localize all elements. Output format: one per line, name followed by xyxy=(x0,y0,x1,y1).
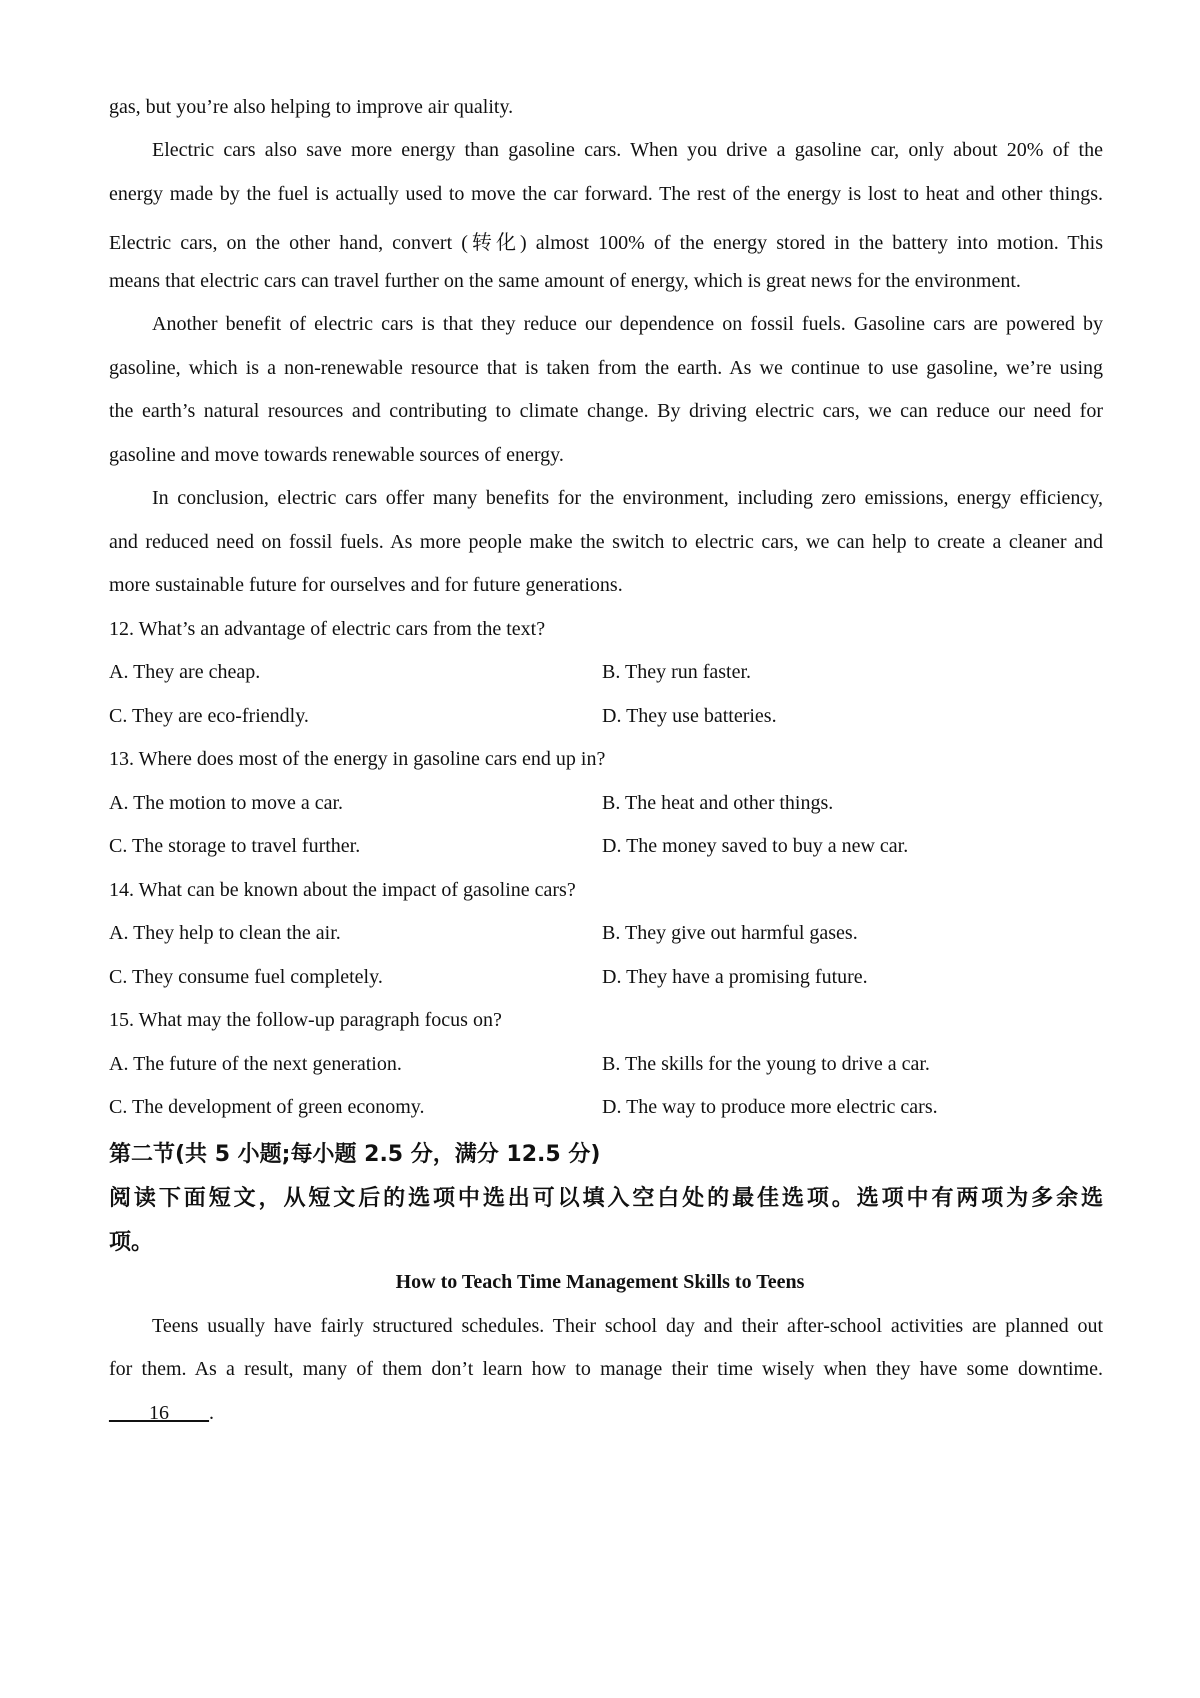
passage-line: Electric cars, on the other hand, convert (转化) almost 100% of the energy stored in the battery into motion. This xyxy=(109,232,1103,254)
question-stem-14: 14. What can be known about the impact of gasoline cars? xyxy=(109,879,576,901)
passage-line: means that electric cars can travel further on the same amount of energy, which is great news for the environment. xyxy=(109,270,1021,292)
passage-title: How to Teach Time Management Skills to Teens xyxy=(395,1271,805,1293)
question-13-option-c[interactable]: C. The storage to travel further. xyxy=(109,835,361,857)
passage-line: and reduced need on fossil fuels. As more people make the switch to electric cars, we can help to create a cleaner and xyxy=(109,531,1103,553)
passage-line: In conclusion, electric cars offer many benefits for the environment, including zero emissions, energy efficiency, xyxy=(152,487,1103,509)
passage-line: for them. As a result, many of them don’t learn how to manage their time wisely when they have some downtime. xyxy=(109,1358,1103,1380)
passage-line: Another benefit of electric cars is that they reduce our dependence on fossil fuels. Gasoline cars are powered by xyxy=(152,313,1103,335)
question-12-option-b[interactable]: B. They run faster. xyxy=(602,661,752,683)
blank-line xyxy=(109,1402,214,1425)
passage-line: Electric cars also save more energy than gasoline cars. When you drive a gasoline car, only about 20% of the xyxy=(152,139,1103,161)
section-instruction-continued: 项。 xyxy=(109,1230,154,1255)
question-14-option-b[interactable]: B. They give out harmful gases. xyxy=(602,922,858,944)
question-14-option-d[interactable]: D. They have a promising future. xyxy=(602,966,868,988)
question-12-option-c[interactable]: C. They are eco-friendly. xyxy=(109,705,309,727)
passage-line: the earth’s natural resources and contributing to climate change. By driving electric cars, we can reduce our need for xyxy=(109,400,1103,422)
answer-blank-16[interactable]: ____16____ xyxy=(109,1402,209,1424)
question-stem-15: 15. What may the follow-up paragraph focus on? xyxy=(109,1009,502,1031)
question-13-option-d[interactable]: D. The money saved to buy a new car. xyxy=(602,835,909,857)
question-14-option-a[interactable]: A. They help to clean the air. xyxy=(109,922,341,944)
passage-line: more sustainable future for ourselves and for future generations. xyxy=(109,574,623,596)
question-13-option-b[interactable]: B. The heat and other things. xyxy=(602,792,834,814)
passage-line: gasoline, which is a non-renewable resource that is taken from the earth. As we continue to use gasoline, we’re using xyxy=(109,357,1103,379)
question-14-option-c[interactable]: C. They consume fuel completely. xyxy=(109,966,383,988)
blank-trailer: . xyxy=(209,1402,214,1424)
question-15-option-d[interactable]: D. The way to produce more electric cars. xyxy=(602,1096,938,1118)
passage-line: energy made by the fuel is actually used to move the car forward. The rest of the energy is lost to heat and other things. xyxy=(109,183,1103,205)
passage-line: gasoline and move towards renewable sources of energy. xyxy=(109,444,564,466)
passage-line: Teens usually have fairly structured schedules. Their school day and their after-school activities are planned out xyxy=(152,1315,1103,1337)
question-12-option-d[interactable]: D. They use batteries. xyxy=(602,705,777,727)
question-12-option-a[interactable]: A. They are cheap. xyxy=(109,661,261,683)
passage-line: gas, but you’re also helping to improve air quality. xyxy=(109,96,514,118)
section-instruction: 阅读下面短文，从短文后的选项中选出可以填入空白处的最佳选项。选项中有两项为多余选 xyxy=(109,1186,1103,1211)
question-stem-13: 13. Where does most of the energy in gasoline cars end up in? xyxy=(109,748,606,770)
question-15-option-a[interactable]: A. The future of the next generation. xyxy=(109,1053,402,1075)
question-15-option-c[interactable]: C. The development of green economy. xyxy=(109,1096,425,1118)
question-13-option-a[interactable]: A. The motion to move a car. xyxy=(109,792,344,814)
section-heading: 第二节(共 5 小题;每小题 2.5 分，满分 12.5 分) xyxy=(109,1142,601,1167)
question-stem-12: 12. What’s an advantage of electric cars from the text? xyxy=(109,618,546,640)
question-15-option-b[interactable]: B. The skills for the young to drive a car. xyxy=(602,1053,930,1075)
